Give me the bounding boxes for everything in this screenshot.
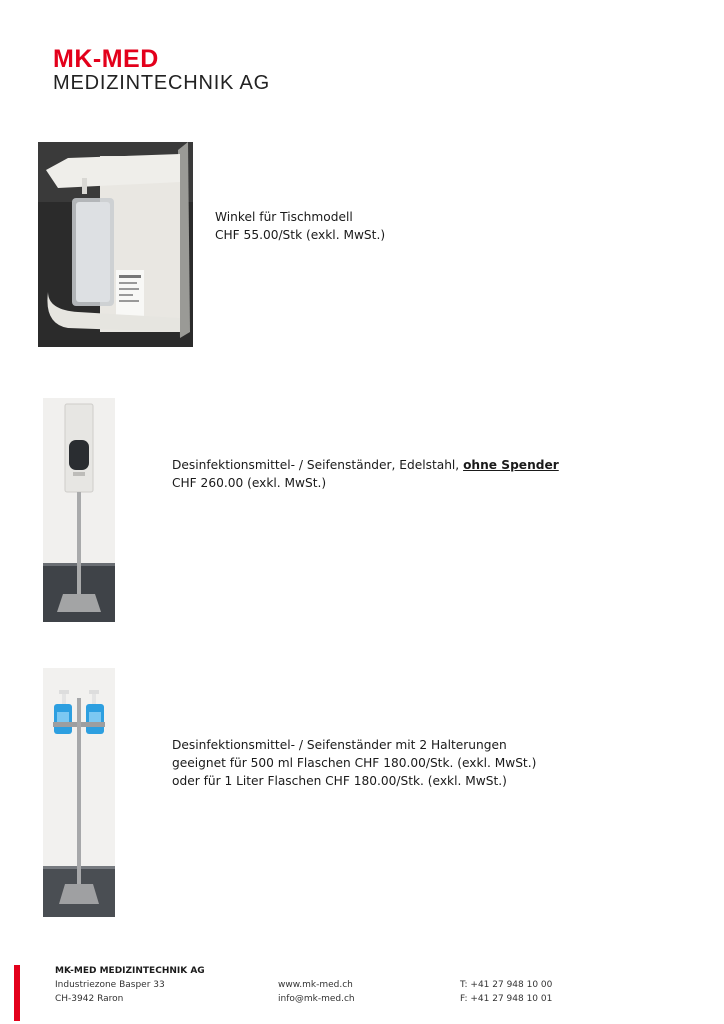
product-2-emphasis: ohne Spender	[463, 458, 559, 472]
footer-company-name: MK-MED MEDIZINTECHNIK AG	[55, 966, 205, 976]
tabletop-dispenser-bracket-photo	[38, 142, 193, 347]
product-1-price: CHF 55.00/Stk (exkl. MwSt.)	[215, 228, 386, 242]
product-2-description	[172, 456, 559, 492]
footer-address	[55, 964, 205, 1006]
footer-street: Industriezone Basper 33	[55, 980, 165, 990]
footer-website-link[interactable]: www.mk-med.ch	[278, 980, 353, 990]
product-2-title-text: Desinfektionsmittel- / Seifenständer, Edelstahl,	[172, 458, 464, 472]
product-3-price-500ml: geeignet für 500 ml Flaschen CHF 180.00/Stk. (exkl. MwSt.)	[172, 756, 537, 770]
footer-accent-bar	[14, 965, 20, 1021]
product-2-price: CHF 260.00 (exkl. MwSt.)	[172, 476, 327, 490]
stainless-stand-photo	[43, 398, 115, 622]
stand-with-two-holders-photo	[43, 668, 115, 917]
product-1-title: Winkel für Tischmodell	[215, 210, 353, 224]
footer-fax: F: +41 27 948 10 01	[460, 994, 553, 1004]
logo-subtitle: MEDIZINTECHNIK AG	[53, 72, 270, 94]
product-3-title: Desinfektionsmittel- / Seifenständer mit 2 Halterungen	[172, 738, 507, 752]
footer-web-contact	[278, 978, 355, 1006]
logo-brand-name: MK-MED	[53, 45, 159, 73]
product-1-description	[215, 208, 385, 244]
product-3-description	[172, 736, 536, 790]
footer-phone: T: +41 27 948 10 00	[460, 980, 553, 990]
footer-email-link[interactable]: info@mk-med.ch	[278, 994, 355, 1004]
footer-city: CH-3942 Raron	[55, 994, 124, 1004]
company-logo	[53, 46, 270, 94]
product-3-price-1l: oder für 1 Liter Flaschen CHF 180.00/Stk. (exkl. MwSt.)	[172, 774, 507, 788]
product-2-title	[172, 456, 559, 474]
footer-phone-contact	[460, 978, 552, 1006]
